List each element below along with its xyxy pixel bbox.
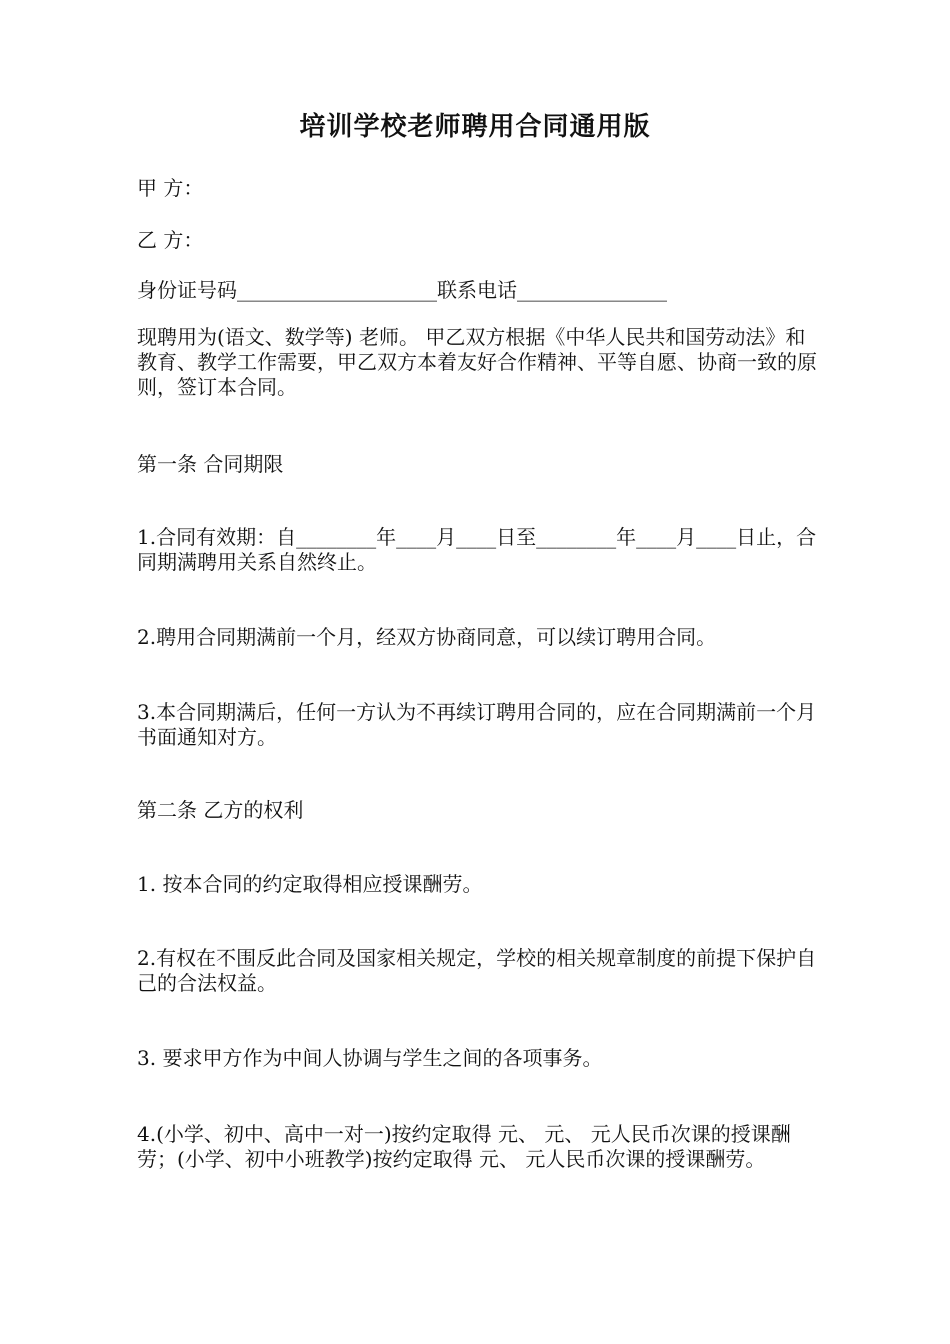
article-2-item-3: 3. 要求甲方作为中间人协调与学生之间的各项事务。	[137, 1046, 603, 1070]
article-1-heading: 第一条 合同期限	[137, 452, 284, 476]
party-b-label: 乙 方：	[137, 228, 204, 252]
document-title: 培训学校老师聘用合同通用版	[299, 112, 651, 142]
intro-paragraph: 现聘用为(语文、数学等) 老师。 甲乙双方根据《中华人民共和国劳动法》和教育、教学工作需要，甲乙双方本着友好合作精神、平等自愿、协商一致的原则，签订本合同。	[137, 325, 817, 399]
article-2-heading: 第二条 乙方的权利	[137, 798, 304, 822]
id-phone-line: 身份证号码____________________联系电话_______________	[137, 278, 667, 302]
article-1-item-2: 2.聘用合同期满前一个月，经双方协商同意，可以续订聘用合同。	[137, 625, 717, 649]
article-2-item-4: 4.(小学、初中、高中一对一)按约定取得 元、 元、 元人民币次课的授课酬劳；(小学、初中小班教学)按约定取得 元、 元人民币次课的授课酬劳。	[137, 1122, 791, 1171]
article-2-item-1: 1. 按本合同的约定取得相应授课酬劳。	[137, 872, 483, 896]
article-2-item-2: 2.有权在不围反此合同及国家相关规定，学校的相关规章制度的前提下保护自己的合法权益。	[137, 946, 817, 995]
article-1-item-3: 3.本合同期满后，任何一方认为不再续订聘用合同的，应在合同期满前一个月书面通知对方。	[137, 700, 817, 749]
article-1-item-1: 1.合同有效期：自________年____月____日至________年____月____日止，合同期满聘用关系自然终止。	[137, 525, 817, 574]
party-a-label: 甲 方：	[137, 176, 204, 200]
